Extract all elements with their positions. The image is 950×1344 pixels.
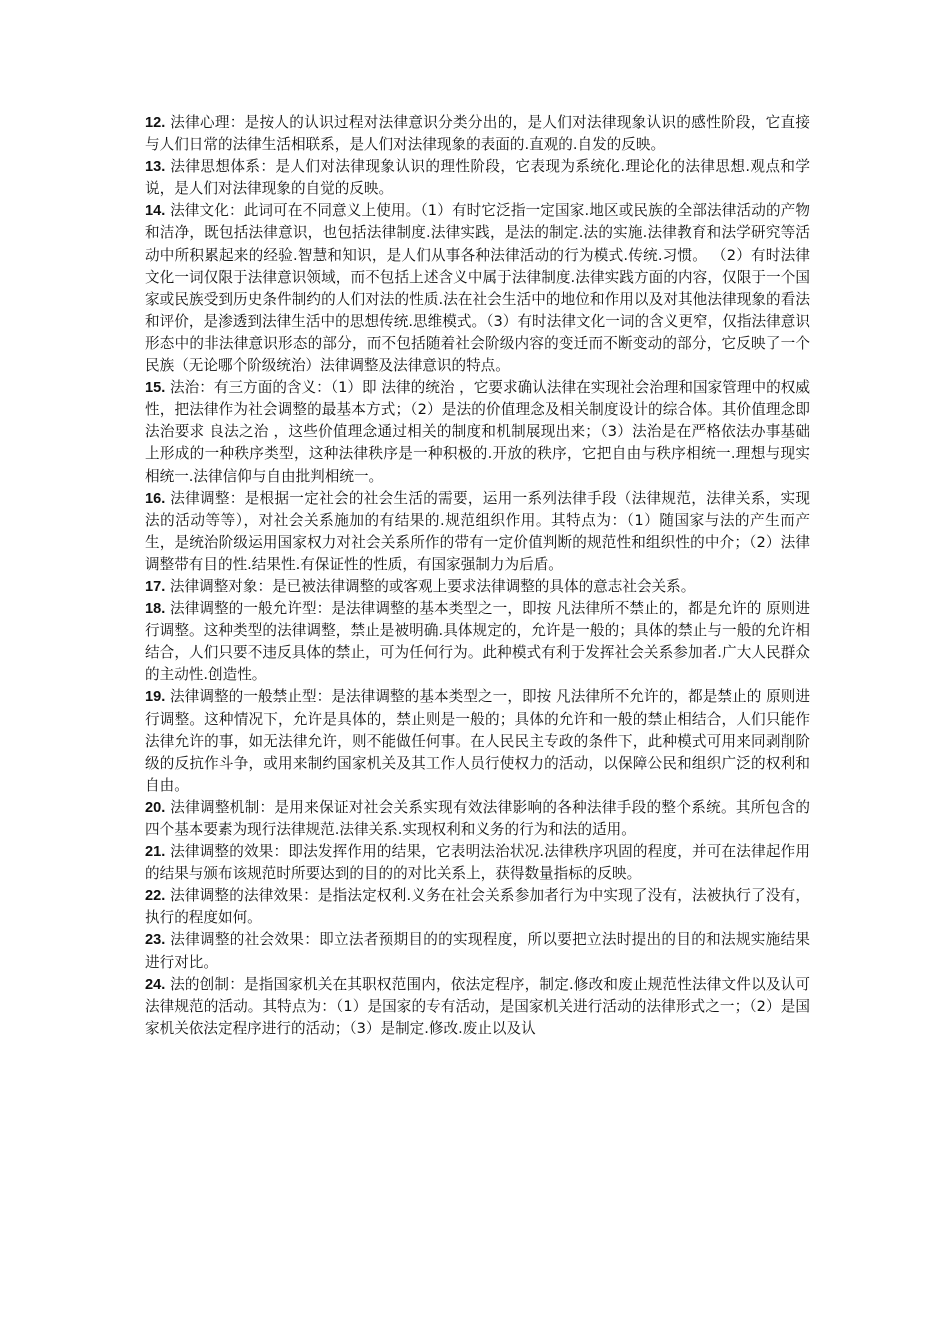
entry-number: 16. <box>145 490 166 507</box>
entry-text: 法律思想体系：是人们对法律现象认识的理性阶段，它表现为系统化.理论化的法律思想.观点和学说，是人们对法律现象的自觉的反映。 <box>145 158 810 198</box>
entry-number: 21. <box>145 844 166 861</box>
entry-text: 法的创制：是指国家机关在其职权范围内，依法定程序，制定.修改和废止规范性法律文件以及认可法律规范的活动。其特点为：（1）是国家的专有活动，是国家机关进行活动的法律形式之一；（2）是国家机关依法定程序进行的活动；（3）是制定.修改.废止以及认 <box>145 975 810 1037</box>
entry-number: 18. <box>145 601 166 618</box>
entry-text: 法律调整的一般禁止型：是法律调整的基本类型之一，即按 凡法律所不允许的，都是禁止的 原则进行调整。这种情况下，允许是具体的，禁止则是一般的；具体的允许和一般的禁止相结合，人们只能作法律允许的事，如无法律允许，则不能做任何事。在人民民主专政的条件下，此种模式可用来同剥削阶级的反抗作斗争，或用来制约国家机关及其工作人员行使权力的活动，以保障公民和组织广泛的权利和自由。 <box>145 688 810 794</box>
entry-text: 法律调整的社会效果：即立法者预期目的的实现程度，所以要把立法时提出的目的和法规实施结果进行对比。 <box>145 931 810 971</box>
entry-number: 14. <box>145 203 166 220</box>
entry-17 <box>145 576 810 598</box>
entry-15 <box>145 377 810 487</box>
entry-23 <box>145 929 810 973</box>
entry-number: 22. <box>145 888 166 905</box>
entry-19 <box>145 686 810 796</box>
entry-22 <box>145 885 810 929</box>
entry-21 <box>145 841 810 885</box>
entry-18 <box>145 598 810 686</box>
entry-14 <box>145 200 810 377</box>
entry-number: 15. <box>145 380 166 397</box>
entry-16 <box>145 488 810 576</box>
entry-text: 法治：有三方面的含义：（1）即 法律的统治 ，它要求确认法律在实现社会治理和国家管理中的权威性，把法律作为社会调整的最基本方式；（2）是法的价值理念及相关制度设计的综合体。其价值理念即法治要求 良法之治 ，这些价值理念通过相关的制度和机制展现出来；（3）法治是在严格依法办事基础上形成的一种秩序类型，这种法律秩序是一种积极的.开放的秩序，它把自由与秩序相统一.理想与现实相统一.法律信仰与自由批判相统一。 <box>145 379 810 485</box>
entry-number: 24. <box>145 976 166 993</box>
entry-text: 法律调整的效果：即法发挥作用的结果，它表明法治状况.法律秩序巩固的程度，并可在法律起作用的结果与颁布该规范时所要达到的目的的对比关系上，获得数量指标的反映。 <box>145 843 810 883</box>
entry-number: 23. <box>145 932 166 949</box>
document-body <box>145 112 810 1040</box>
entry-number: 17. <box>145 578 166 595</box>
entry-number: 20. <box>145 799 166 816</box>
entry-number: 12. <box>145 115 166 131</box>
entry-text: 法律调整的法律效果：是指法定权利.义务在社会关系参加者行为中实现了没有，法被执行了没有，执行的程度如何。 <box>145 887 810 927</box>
entry-text: 法律调整对象：是已被法律调整的或客观上要求法律调整的具体的意志社会关系。 <box>165 577 696 595</box>
entry-number: 19. <box>145 689 166 706</box>
entry-12 <box>145 112 810 156</box>
entry-text: 法律文化：此词可在不同意义上使用。（1）有时它泛指一定国家.地区或民族的全部法律活动的产物和洁净，既包括法律意识，也包括法律制度.法律实践，是法的制定.法的实施.法律教育和法学研究等活动中所积累起来的经验.智慧和知识，是人们从事各种法律活动的行为模式.传统.习惯。 （2）有时法律文化一词仅限于法律意识领域，而不包括上述含义中属于法律制度.法律实践方面的内容，仅限于一个国家或民族受到历史条件制约的人们对法的性质.法在社会生活中的地位和作用以及对其他法律现象的看法和评价，是渗透到法律生活中的思想传统.思维模式。（3）有时法律文化一词的含义更窄，仅指法律意识形态中的非法律意识形态的部分，而不包括随着社会阶级内容的变迁而不断变动的部分，它反映了一个民族（无论哪个阶级统治）法律调整及法律意识的特点。 <box>145 202 810 375</box>
entry-text: 法律心理：是按人的认识过程对法律意识分类分出的，是人们对法律现象认识的感性阶段，它直接与人们日常的法律生活相联系，是人们对法律现象的表面的.直观的.自发的反映。 <box>145 114 810 154</box>
entry-number: 13. <box>145 159 166 176</box>
entry-text: 法律调整：是根据一定社会的社会生活的需要，运用一系列法律手段（法律规范，法律关系，实现法的活动等等），对社会关系施加的有结果的.规范组织作用。其特点为：（1）随国家与法的产生而产生，是统治阶级运用国家权力对社会关系所作的带有一定价值判断的规范性和组织性的中介；（2）法律调整带有目的性.结果性.有保证性的性质，有国家强制力为后盾。 <box>145 489 810 573</box>
entry-text: 法律调整的一般允许型：是法律调整的基本类型之一，即按 凡法律所不禁止的，都是允许的 原则进行调整。这种类型的法律调整，禁止是被明确.具体规定的，允许是一般的；具体的禁止与一般的允许相结合，人们只要不违反具体的禁止，可为任何行为。此种模式有利于发挥社会关系参加者.广大人民群众的主动性.创造性。 <box>145 600 810 684</box>
entry-24 <box>145 974 810 1040</box>
entry-20 <box>145 797 810 841</box>
entry-text: 法律调整机制：是用来保证对社会关系实现有效法律影响的各种法律手段的整个系统。其所包含的四个基本要素为现行法律规范.法律关系.实现权利和义务的行为和法的适用。 <box>145 798 810 838</box>
entry-13 <box>145 156 810 200</box>
